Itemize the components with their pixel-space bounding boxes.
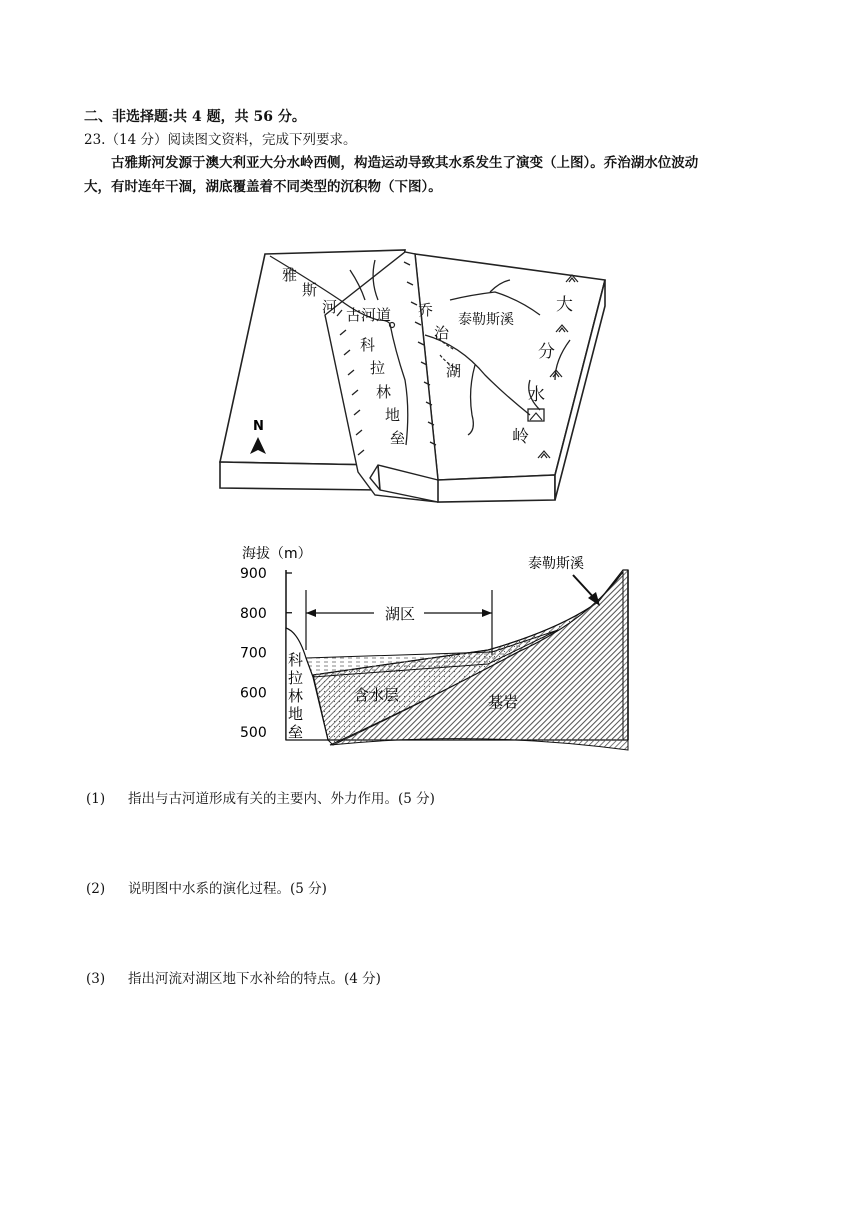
lake-zone-label: 湖区 xyxy=(385,605,416,623)
aquifer-label: 含水层 xyxy=(354,686,400,704)
block-diagram-map xyxy=(210,240,610,505)
map-label-ling: 岭 xyxy=(512,427,529,447)
map-label-da: 大 xyxy=(556,295,573,315)
map-label-di: 地 xyxy=(385,406,401,424)
horst-label-char: 拉 xyxy=(288,669,304,687)
map-label-hu: 湖 xyxy=(446,362,462,380)
subquestion-text: 指出河流对湖区地下水补给的特点。(4 分) xyxy=(128,971,381,987)
section-title: 二、非选择题:共 4 题，共 56 分。 xyxy=(84,109,306,125)
question-passage xyxy=(84,151,784,199)
subquestion-text: 说明图中水系的演化过程。(5 分) xyxy=(128,881,327,897)
map-label-lin: 林 xyxy=(376,383,392,401)
bedrock-label: 基岩 xyxy=(488,693,519,711)
horst-label-char: 垒 xyxy=(288,723,304,741)
map-label-si: 斯 xyxy=(302,281,318,299)
horst-label-char: 林 xyxy=(288,687,304,705)
map-label-zhi: 治 xyxy=(434,324,450,342)
passage-line-2: 大，有时连年干涸，湖底覆盖着不同类型的沉积物（下图）。 xyxy=(84,179,442,195)
left-block-front xyxy=(220,462,380,490)
map-label-lei: 垒 xyxy=(390,429,406,447)
subquestion-1 xyxy=(86,787,435,807)
right-block-top xyxy=(415,254,605,480)
question-score: （14 分） xyxy=(105,132,168,148)
subquestion-number: (3) xyxy=(86,971,106,987)
y-tick-label: 900 xyxy=(240,566,267,582)
creek-label: 泰勒斯溪 xyxy=(528,556,584,572)
subquestion-number: (2) xyxy=(86,881,106,897)
y-tick-label: 600 xyxy=(240,685,267,702)
horst-label-char: 地 xyxy=(288,705,304,723)
map-label-fen: 分 xyxy=(538,342,555,362)
north-label: N xyxy=(253,419,264,434)
horst-label-char: 科 xyxy=(288,651,304,669)
y-tick-label: 500 xyxy=(240,725,267,741)
map-label-ancient-channel: 古河道 xyxy=(346,306,392,324)
subquestion-text: 指出与古河道形成有关的主要内、外力作用。(5 分) xyxy=(128,791,435,807)
map-label-qiao: 乔 xyxy=(418,301,434,319)
map-label-tailes-creek: 泰勒斯溪 xyxy=(458,312,514,328)
question-header xyxy=(84,128,356,148)
horst-labels xyxy=(288,651,303,741)
map-label-ya: 雅 xyxy=(282,266,298,284)
y-tick-label: 700 xyxy=(240,645,267,662)
y-axis-label: 海拔（m） xyxy=(242,546,312,562)
subquestion-number: (1) xyxy=(86,791,106,807)
map-label-ke: 科 xyxy=(360,336,376,354)
y-tick-label: 800 xyxy=(240,605,267,622)
y-ticks xyxy=(240,566,292,741)
question-instruction: 阅读图文资料，完成下列要求。 xyxy=(167,132,357,148)
right-block-front xyxy=(438,475,555,502)
passage-line-1: 古雅斯河发源于澳大利亚大分水岭西侧，构造运动导致其水系发生了演变（上图）。乔治湖水位波动 xyxy=(111,155,699,171)
cross-section-profile xyxy=(228,540,638,755)
question-number: 23. xyxy=(84,132,106,148)
subquestion-2 xyxy=(86,877,327,897)
map-label-shui: 水 xyxy=(528,385,545,405)
subquestion-3 xyxy=(86,967,381,987)
map-label-he: 河 xyxy=(322,298,338,316)
map-label-la: 拉 xyxy=(370,359,386,377)
